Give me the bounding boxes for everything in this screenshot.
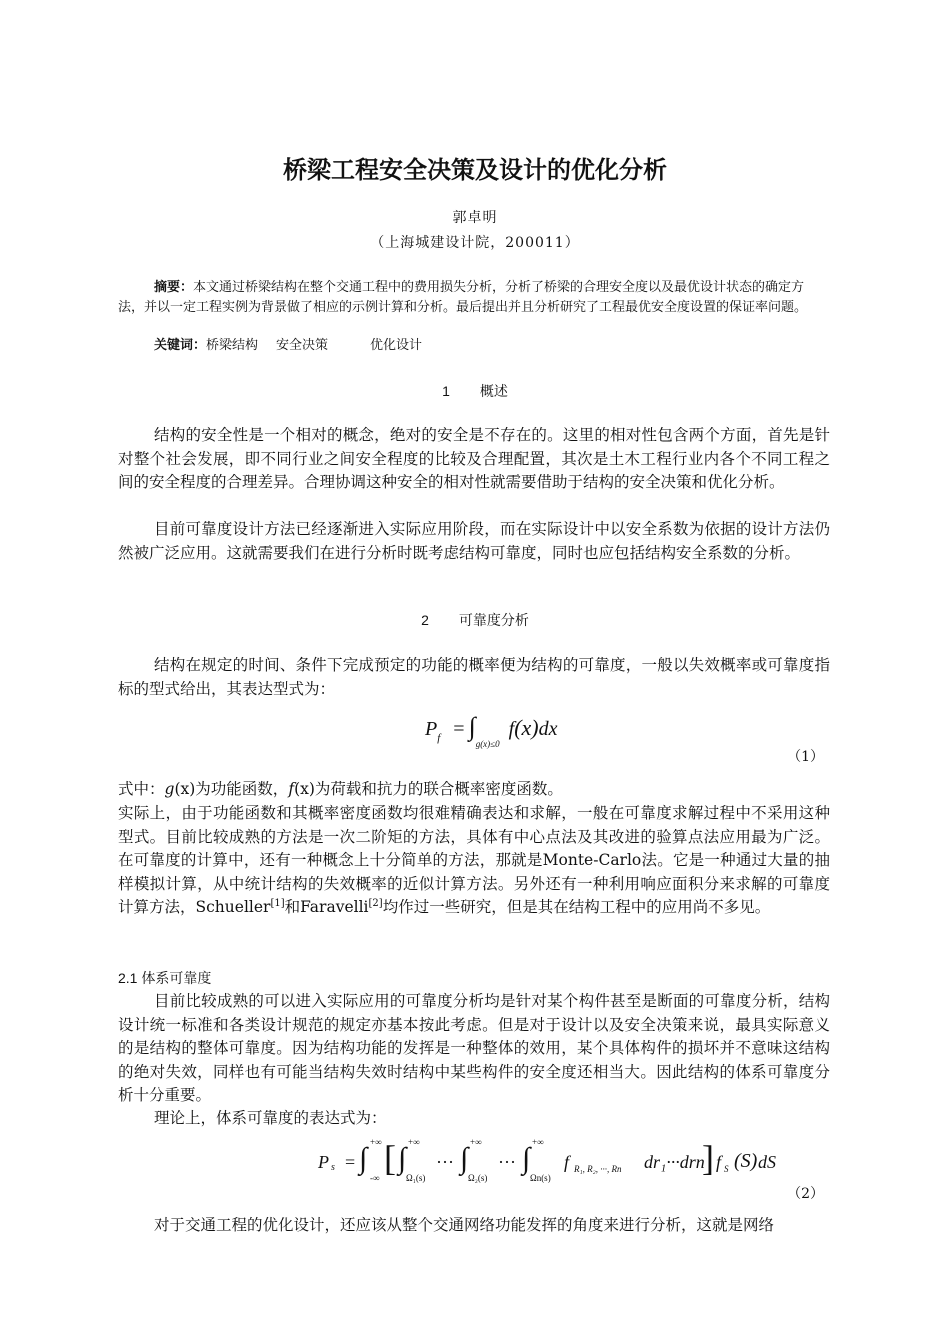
eq-subscript: -∞ <box>370 1173 380 1183</box>
section-number: 2 <box>421 612 429 628</box>
paragraph <box>118 802 830 920</box>
equation-2 <box>318 1137 798 1190</box>
eq-symbol: f <box>564 1152 570 1172</box>
author-affiliation: （上海城建设计院，200011） <box>370 235 580 251</box>
text-run: 为功能函数， <box>195 780 289 798</box>
eq-symbol: dx <box>538 718 558 740</box>
section-title: 可靠度分析 <box>458 612 529 628</box>
eq-symbol: f <box>508 718 515 740</box>
equation-number: （2） <box>787 1186 824 1202</box>
eq-subscript: g(x)≤0 <box>475 739 500 749</box>
text-run: 为荷载和抗力的联合概率密度函数。 <box>314 780 563 798</box>
section-number: 1 <box>442 383 450 399</box>
eq-subscript: s <box>331 1162 335 1173</box>
paragraph: 对于交通工程的优化设计，还应该从整个交通网络功能发挥的角度来进行分析，这就是网络 <box>154 1216 775 1234</box>
eq-subscript: Ω₂(s) <box>468 1173 488 1183</box>
eq-dots: ··· <box>436 1152 454 1172</box>
eq-subscript: R₁, R₂, ···, Rn <box>574 1164 622 1174</box>
integral-sign: ∫ <box>398 1142 407 1175</box>
eq-subscript: Ω₁(s) <box>406 1173 426 1183</box>
eq-equals: = <box>453 718 465 740</box>
abstract-label: 摘要： <box>154 279 194 294</box>
equation-1 <box>425 712 558 749</box>
eq-symbol: P <box>425 718 438 740</box>
section-heading-1 <box>0 381 950 401</box>
citation: [1] <box>270 898 285 909</box>
integral-sign: ∫ <box>522 1142 531 1175</box>
bracket-left: [ <box>384 1138 396 1178</box>
abstract-text: 本文通过桥梁结构在整个交通工程中的费用损失分析，分析了桥梁的合理安全度以及最优设计状态的确定方法，并以一定工程实例为背景做了相应的示例计算和分析。最后提出并且分析研究了工程最优安全度设置的保证率问题。 <box>118 279 808 314</box>
paragraph: 目前可靠度设计方法已经逐渐进入实际应用阶段，而在实际设计中以安全系数为依据的设计方法仍然被广泛应用。这就需要我们在进行分析时既考虑结构可靠度，同时也应包括结构安全系数的分析。 <box>118 520 830 562</box>
eq-superscript: +∞ <box>470 1137 482 1147</box>
text-run: 均作过一些研究，但是其在结构工程中的应用尚不多见。 <box>382 898 771 916</box>
equation-explanation <box>118 778 830 802</box>
eq-symbol: dS <box>758 1152 776 1172</box>
eq-superscript: +∞ <box>408 1137 420 1147</box>
eq-subscript: Ωn(s) <box>530 1173 551 1183</box>
keyword-item: 优化设计 <box>370 337 423 352</box>
paper-title: 桥梁工程安全决策及设计的优化分析 <box>283 157 667 184</box>
text-run: (x) <box>174 780 196 798</box>
eq-superscript: +∞ <box>532 1137 544 1147</box>
eq-superscript: +∞ <box>370 1137 382 1147</box>
eq-symbol: P <box>318 1152 329 1172</box>
text-run: 实际上，由于功能函数和其概率密度函数均很难精确表达和求解，一般在可靠度求解过程中不采用这种型式。目前比较成熟的方法是一次二阶矩的方法，具体有中心点法及其改进的验算点法应用最为广泛。在可靠度的计算中，还有一种概念上十分简单的方法，那就是Monte-Carlo法。它是一种通过大量的抽样模拟计算，从中统计结构的失效概率的近似计算方法。另外还有一种利用响应面积分来求解的可靠度计算方法，Schueller <box>118 804 830 916</box>
eq-symbol: (S) <box>734 1150 758 1172</box>
eq-subscript: f <box>437 732 441 744</box>
eq-subscript: S <box>724 1164 729 1174</box>
integral-sign: ∫ <box>359 1142 368 1175</box>
abstract <box>118 277 830 317</box>
paragraph: 结构的安全性是一个相对的概念，绝对的安全是不存在的。这里的相对性包含两个方面，首先是针对整个社会发展，即不同行业之间安全程度的比较及合理配置，其次是土木工程行业内各个不同工程之间的安全程度的合理差异。合理协调这种安全的相对性就需要借助于结构的安全决策和优化分析。 <box>118 426 830 491</box>
keyword-item: 安全决策 <box>276 337 329 352</box>
integral-sign: ∫ <box>460 1142 469 1175</box>
subsection-heading: 2.1 体系可靠度 <box>118 970 212 986</box>
paragraph: 理论上，体系可靠度的表达式为： <box>154 1109 387 1127</box>
paragraph: 结构在规定的时间、条件下完成预定的功能的概率便为结构的可靠度，一般以失效概率或可靠度指标的型式给出，其表达型式为： <box>118 656 830 698</box>
section-heading-2 <box>0 610 950 630</box>
author-name: 郭卓明 <box>452 210 498 226</box>
eq-equals: = <box>345 1152 356 1172</box>
section-title: 概述 <box>479 383 508 399</box>
keyword-item: 桥梁结构 <box>206 337 259 352</box>
keywords <box>118 335 866 355</box>
text-run: (x) <box>294 780 315 798</box>
eq-symbol: dr₁···drn <box>644 1152 705 1172</box>
eq-symbol: (x) <box>514 715 539 740</box>
eq-dots: ··· <box>498 1152 516 1172</box>
keywords-label: 关键词： <box>154 337 207 352</box>
integral-sign: ∫ <box>468 712 476 741</box>
citation: [2] <box>368 898 383 909</box>
text-run: 式中： <box>118 780 165 798</box>
paragraph: 目前比较成熟的可以进入实际应用的可靠度分析均是针对某个构件甚至是断面的可靠度分析，结构设计统一标准和各类设计规范的规定亦基本按此考虑。但是对于设计以及安全决策来说，最具实际意义的是结构的整体可靠度。因为结构功能的发挥是一种整体的效用，某个具体构件的损坏并不意味这结构的绝对失效，同样也有可能当结构失效时结构中某些构件的安全度还相当大。因此结构的体系可靠度分析十分重要。 <box>118 992 830 1104</box>
text-run: g <box>164 780 175 798</box>
bracket-right: ] <box>702 1138 714 1178</box>
text-run: 和Faravelli <box>284 898 369 916</box>
text-run: f <box>288 780 295 798</box>
eq-symbol: f <box>716 1152 722 1172</box>
equation-number: （1） <box>787 749 824 765</box>
